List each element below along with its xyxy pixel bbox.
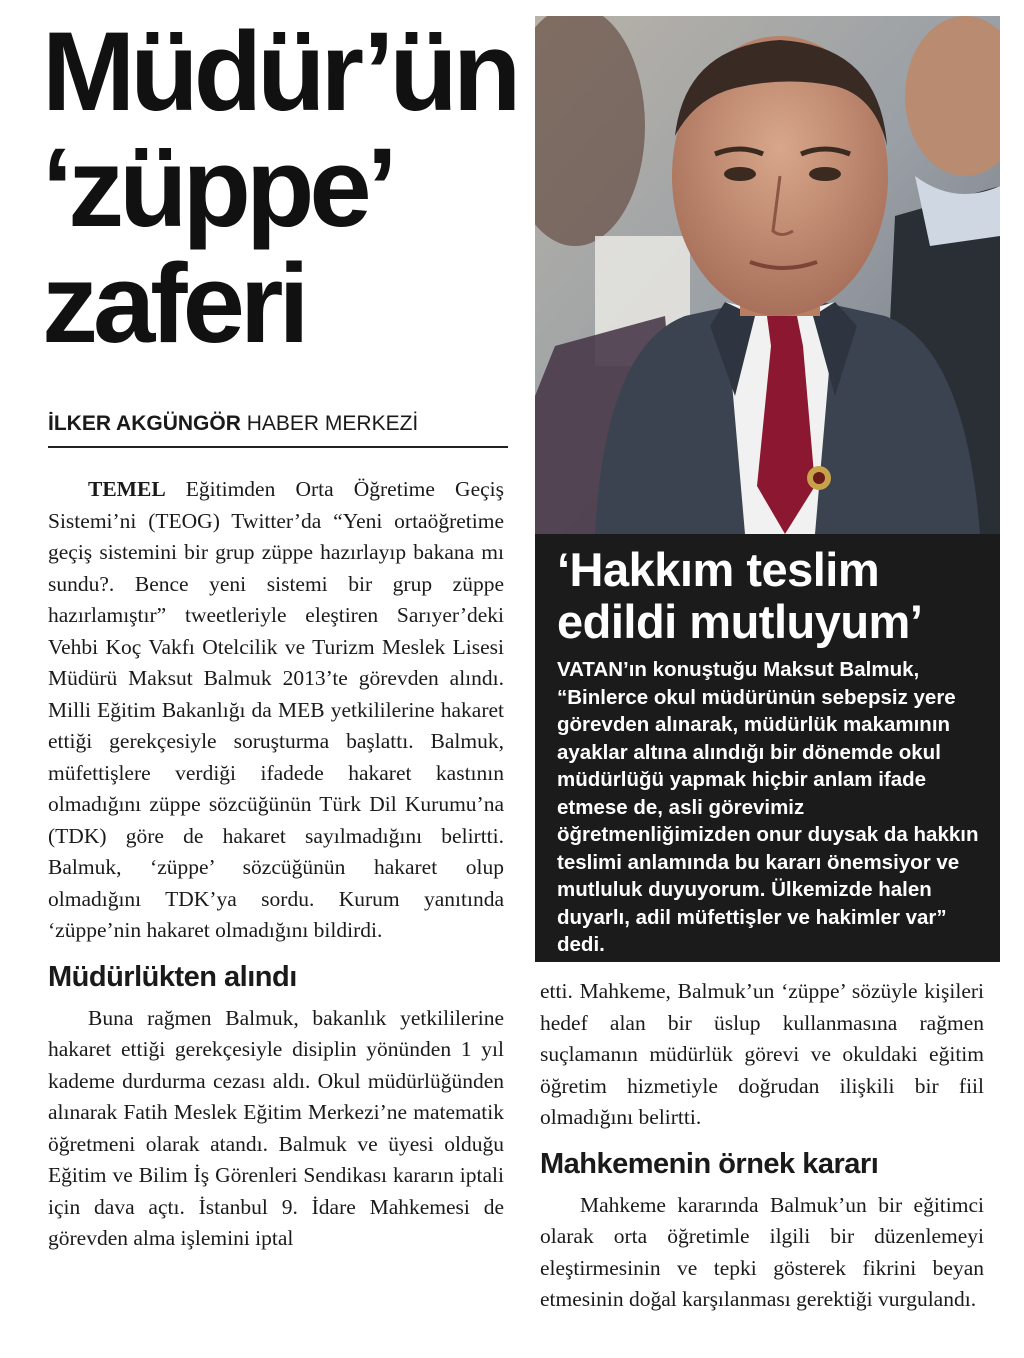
byline-author: İLKER AKGÜNGÖR — [48, 412, 241, 435]
byline — [48, 412, 508, 448]
article-paragraph: etti. Mahkeme, Balmuk’un ‘züppe’ sözüyle kişileri hedef alan bir üslup kullanmasına rağmen suçlamanın müdürlük görevi ve okuldaki eğitim öğretim hizmetiyle doğrudan ilişkili bir fiil olmadığını belirtti. — [540, 979, 984, 1129]
left-column — [48, 474, 504, 1255]
article-paragraph: Buna rağmen Balmuk, bakanlık yetkililerine hakaret ettiği gerekçesiyle disiplin yönünden 1 yıl kademe durdurma cezası aldı. Okul müdürlüğünden alınarak Fatih Meslek Eğitim Merkezi’ne matematik öğretmeni olarak atandı. Balmuk ve üyesi olduğu Eğitim ve Bilim İş Görenleri Sendikası kararın iptali için dava açtı. İstanbul 9. İdare Mahkemesi de görevden alma işlemini iptal — [48, 1005, 504, 1250]
subheading: Müdürlükten alındı — [48, 960, 297, 993]
quote-body: VATAN’ın konuştuğu Maksut Balmuk, “Binlerce okul müdürünün sebepsiz yere görevden alınarak, müdürlük makamının ayaklar altına alındığı bir dönemde okul müdürlüğü yapmak hiçbir anlam ifade etmese de, asli görevimiz öğretmenliğimizden onur duysak da hakkın teslimi anlamında bu kararı önemsiyor ve mutluluk duyuyorum. Ülkemizde halen duyarlı, adil müfettişler ve hakimler var” dedi. — [557, 658, 979, 956]
paragraph-text: Eğitimden Orta Öğretime Geçiş Sistemi’ni (TEOG) Twitter’da “Yeni ortaöğretime geçiş sistemini bir grup züppe hazırlayıp bakana mı sundu?. Bence yeni sistemi bir grup züppe hazırlamıştır” tweetleriyle eleştiren Sarıyer’deki Vehbi Koç Vakfı Otelcilik ve Turizm Meslek Lisesi Müdürü Maksut Balmuk 2013’te görevden alındı. Milli Eğitim Bakanlığı da MEB yetkililerine hakaret ettiği gerekçesiyle soruşturma başlattı. Balmuk, müfettişlere verdiği ifadede hakaret kastının olmadığını züppe sözcüğünün Türk Dil Kurumu’na (TDK) göre de hakaret sayılmadığını belirtti. Balmuk, ‘züppe’ sözcüğünün hakaret olup olmadığını TDK’ya sordu. Kurum yanıtında ‘züppe’nin hakaret olmadığını bildirdi. — [48, 477, 504, 942]
lead-word: TEMEL — [88, 477, 166, 501]
article-paragraph — [48, 474, 504, 947]
headline-line-2: ‘züppe’ — [42, 125, 393, 250]
right-column — [540, 976, 984, 1316]
portrait-illustration — [535, 16, 1000, 534]
portrait-photo — [535, 16, 1000, 534]
byline-desk: HABER MERKEZİ — [246, 412, 419, 435]
headline-line-1: Müdür’ün — [42, 9, 517, 134]
headline — [42, 9, 522, 366]
article-paragraph: Mahkeme kararında Balmuk’un bir eğitimci olarak orta öğretimle ilgili bir düzenlemeyi eleştirmesinin ve tepki gösterek fikrini beyan etmesinin doğal karşılanması gerektiği vurgulandı. — [540, 1192, 984, 1311]
headline-line-3: zaferi — [42, 241, 305, 366]
quote-box — [535, 534, 1000, 962]
quote-title: ‘Hakkım teslim edildi mutluyum’ — [557, 543, 923, 648]
subheading: Mahkemenin örnek kararı — [540, 1147, 879, 1180]
